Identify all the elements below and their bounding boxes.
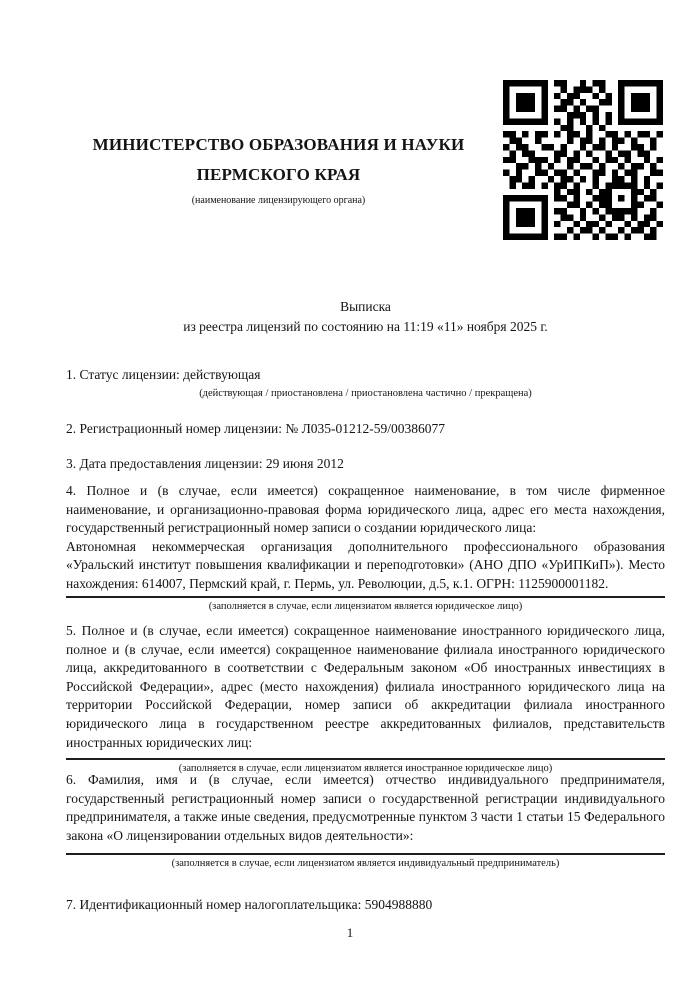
fill-in-rule — [66, 596, 665, 598]
licensing-authority-header — [66, 130, 491, 207]
license-grant-date-text: 3. Дата предоставления лицензии: 29 июня 2012 — [66, 456, 344, 471]
license-status-caption: (действующая / приостановлена / приостановлена частично / прекращена) — [199, 387, 532, 399]
item-license-status — [66, 366, 665, 401]
document-title-line2: из реестра лицензий по состоянию на 11:19 «11» ноября 2025 г. — [183, 319, 548, 334]
item-registration-number — [66, 420, 665, 439]
legal-entity-caption: (заполняется в случае, если лицензиатом является юридическое лицо) — [208, 600, 523, 612]
item-foreign-entity — [66, 622, 665, 776]
document-title — [66, 297, 665, 337]
foreign-entity-caption: (заполняется в случае, если лицензиатом является иностранное юридическое лицо) — [178, 763, 553, 775]
taxpayer-id-text: 7. Идентификационный номер налогоплательщика: 5904988880 — [66, 897, 433, 912]
item-individual-entrepreneur — [66, 771, 665, 871]
registration-number-text: 2. Регистрационный номер лицензии: № Л035-01212-59/00386077 — [66, 421, 446, 436]
licensing-authority-caption: (наименование лицензирующего органа) — [191, 195, 366, 206]
individual-entrepreneur-text: 6. Фамилия, имя и (в случае, если имеется) отчество индивидуального предпринимателя, государственный регистрационный номер записи о государственной регистрации индивидуального предпринимателя, а также иные сведения, предусмотренные пунктом 3 части 1 статьи 15 Федерального закона «О лицензировании отдельных видов деятельности»: — [66, 772, 665, 843]
foreign-entity-text: 5. Полное и (в случае, если имеется) сокращенное наименование иностранного юридического лица, полное и (в случае, если имеется) сокращенное наименование филиала иностранного юридического лица, аккредитованного в соответствии с Федеральным законом «Об иностранных инвестициях в Российской Федерации», адрес (место нахождения) филиала иностранного юридического лица на территории Российской Федерации, номер записи об аккредитации филиала иностранного юридического лица в государственном реестре аккредитованных филиалов, представительств иностранных юридических лиц: — [66, 623, 665, 750]
fill-in-rule — [66, 758, 665, 760]
item-taxpayer-id — [66, 896, 665, 915]
fill-in-rule — [66, 853, 665, 855]
item-legal-entity — [66, 482, 665, 614]
qr-code-icon — [503, 80, 663, 240]
legal-entity-intro: 4. Полное и (в случае, если имеется) сокращенное наименование, в том числе фирменное наименование, и организационно-правовая форма юридического лица, адрес его места нахождения, государственный регистрационный номер записи о создании юридического лица: — [66, 483, 665, 536]
ministry-name-line2: ПЕРМСКОГО КРАЯ — [196, 165, 361, 184]
license-status-text: 1. Статус лицензии: действующая — [66, 367, 261, 382]
page-number: 1 — [346, 925, 354, 940]
ministry-name-line1: МИНИСТЕРСТВО ОБРАЗОВАНИЯ И НАУКИ — [92, 135, 465, 154]
legal-entity-value: Автономная некоммерческая организация дополнительного профессионального образования «Уральский институт повышения квалификации и переподготовки» (АНО ДПО «УрИПКиП»). Место нахождения: 614007, Пермский край, г. Пермь, ул. Революции, д.5, к.1. ОГРН: 1125900001182. — [66, 538, 665, 591]
individual-entrepreneur-caption: (заполняется в случае, если лицензиатом является индивидуальный предприниматель) — [171, 858, 560, 870]
document-title-line1: Выписка — [340, 299, 391, 314]
item-license-grant-date — [66, 455, 665, 474]
